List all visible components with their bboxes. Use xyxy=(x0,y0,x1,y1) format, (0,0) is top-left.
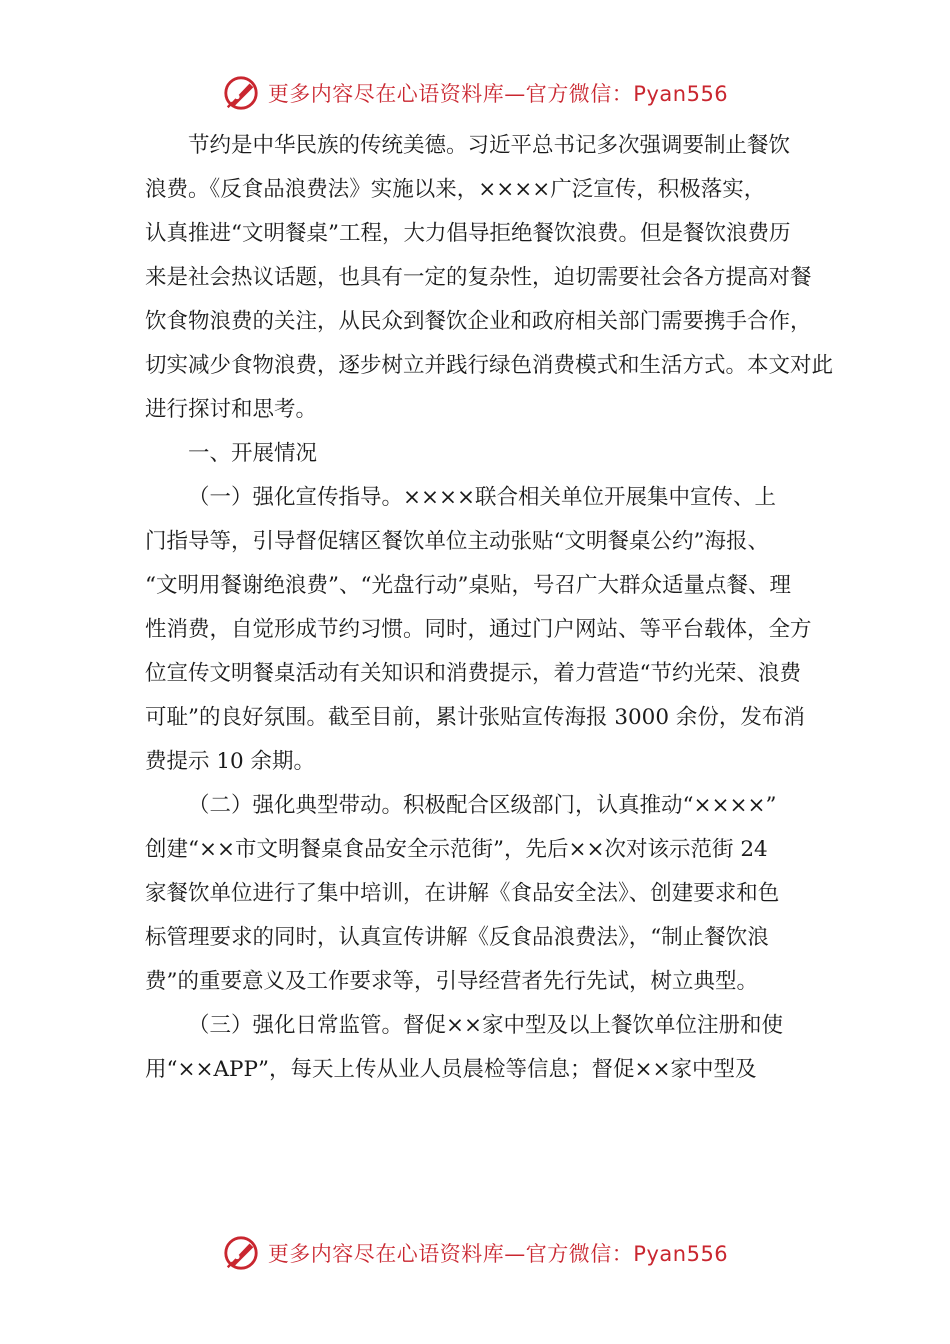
paragraph-line: 节约是中华民族的传统美德。习近平总书记多次强调要制止餐饮 xyxy=(188,133,791,158)
section-heading: 一、开展情况 xyxy=(188,441,318,466)
paragraph-line: 来是社会热议话题，也具有一定的复杂性，迫切需要社会各方提高对餐 xyxy=(145,265,812,290)
paragraph-line: 性消费，自觉形成节约习惯。同时，通过门户网站、等平台载体，全方 xyxy=(145,617,812,642)
paragraph-line: 进行探讨和思考。 xyxy=(145,397,318,422)
paragraph-line: 标管理要求的同时，认真宣传讲解《反食品浪费法》，“制止餐饮浪 xyxy=(145,925,769,950)
paragraph-line: 浪费。《反食品浪费法》实施以来，××××广泛宣传，积极落实， xyxy=(145,177,766,202)
header-watermark-banner xyxy=(0,68,950,118)
paragraph-line: “文明用餐谢绝浪费”、“光盘行动”桌贴，号召广大群众适量点餐、理 xyxy=(145,573,791,598)
paragraph-line: （二）强化典型带动。积极配合区级部门，认真推动“××××” xyxy=(188,793,777,818)
paragraph-line: （三）强化日常监管。督促××家中型及以上餐饮单位注册和使 xyxy=(188,1013,784,1038)
paragraph-line: 位宣传文明餐桌活动有关知识和消费提示，着力营造“节约光荣、浪费 xyxy=(145,661,801,686)
paragraph-line: 认真推进“文明餐桌”工程，大力倡导拒绝餐饮浪费。但是餐饮浪费历 xyxy=(145,221,791,246)
pen-nib-seal-icon xyxy=(222,74,260,112)
paragraph-line: 家餐饮单位进行了集中培训，在讲解《食品安全法》、创建要求和色 xyxy=(145,881,780,906)
paragraph-line: 用“××APP”，每天上传从业人员晨检等信息；督促××家中型及 xyxy=(145,1057,757,1082)
paragraph-line: 饮食物浪费的关注，从民众到餐饮企业和政府相关部门需要携手合作， xyxy=(145,309,812,334)
paragraph-line: 可耻”的良好氛围。截至目前，累计张贴宣传海报 3000 余份，发布消 xyxy=(145,705,805,730)
document-body xyxy=(145,124,834,1092)
paragraph-line: （一）强化宣传指导。××××联合相关单位开展集中宣传、上 xyxy=(188,485,777,510)
footer-watermark-banner xyxy=(0,1228,950,1278)
paragraph-line: 门指导等，引导督促辖区餐饮单位主动张贴“文明餐桌公约”海报、 xyxy=(145,529,769,554)
paragraph-line: 创建“××市文明餐桌食品安全示范街”，先后××次对该示范街 24 xyxy=(145,837,768,862)
watermark-text: 更多内容尽在心语资料库—官方微信：Pyan556 xyxy=(267,1242,729,1266)
paragraph-line: 费提示 10 余期。 xyxy=(145,749,316,774)
watermark-text: 更多内容尽在心语资料库—官方微信：Pyan556 xyxy=(267,82,729,106)
pen-nib-seal-icon xyxy=(222,1234,260,1272)
paragraph-line: 切实减少食物浪费，逐步树立并践行绿色消费模式和生活方式。本文对此 xyxy=(145,353,834,378)
paragraph-line: 费”的重要意义及工作要求等，引导经营者先行先试，树立典型。 xyxy=(145,969,758,994)
